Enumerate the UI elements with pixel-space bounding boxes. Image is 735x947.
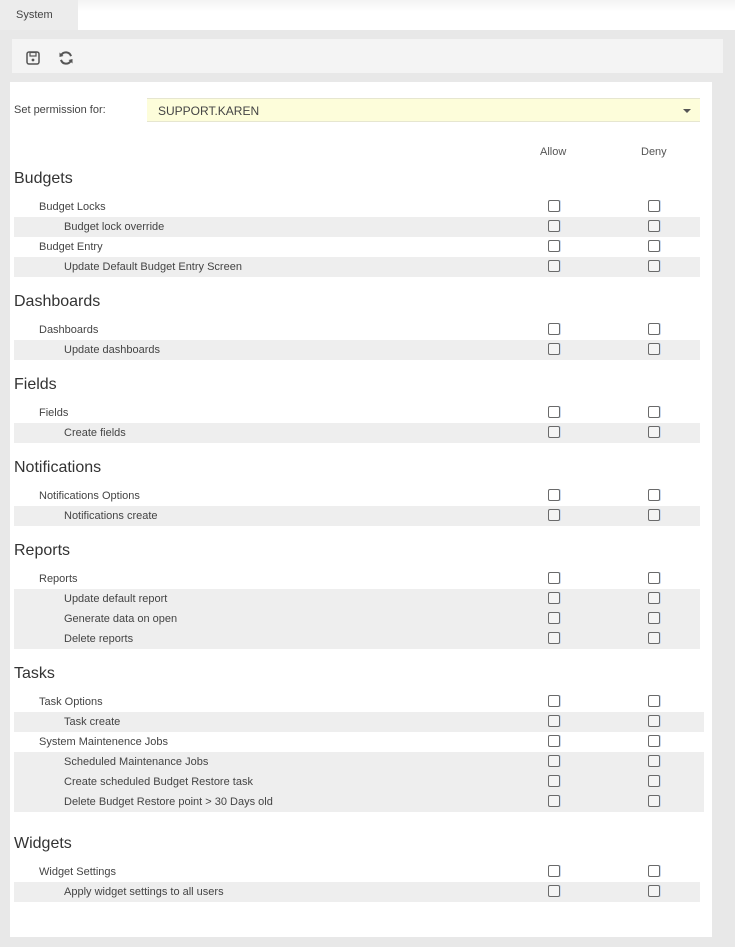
allow-checkbox[interactable] <box>548 343 560 355</box>
deny-checkbox[interactable] <box>648 406 660 418</box>
permission-row <box>14 506 700 526</box>
permission-label: Budget Locks <box>39 201 106 213</box>
deny-checkbox[interactable] <box>648 612 660 624</box>
permission-row <box>14 862 700 882</box>
allow-checkbox[interactable] <box>548 715 560 727</box>
deny-checkbox[interactable] <box>648 509 660 521</box>
permission-row <box>14 712 704 732</box>
section-title: Budgets <box>14 170 73 187</box>
permission-row <box>14 629 700 649</box>
deny-checkbox[interactable] <box>648 489 660 501</box>
save-icon <box>26 51 40 65</box>
tab-bar <box>0 0 735 30</box>
deny-checkbox[interactable] <box>648 755 660 767</box>
deny-checkbox[interactable] <box>648 632 660 644</box>
permission-row <box>14 340 700 360</box>
permission-row <box>14 792 704 812</box>
permission-label: Budget Entry <box>39 241 103 253</box>
deny-checkbox[interactable] <box>648 715 660 727</box>
selected-user: SUPPORT.KAREN <box>158 104 260 118</box>
permission-row <box>14 197 700 217</box>
permission-label: Dashboards <box>39 324 99 336</box>
permission-label: Delete reports <box>64 633 134 645</box>
permission-label: Update dashboards <box>64 344 161 356</box>
section-title: Reports <box>14 542 71 559</box>
permission-row <box>14 609 700 629</box>
allow-checkbox[interactable] <box>548 592 560 604</box>
permission-row <box>14 423 700 443</box>
tab-system[interactable] <box>0 0 78 30</box>
chevron-down-icon <box>683 109 691 113</box>
permission-label: Delete Budget Restore point > 30 Days old <box>64 796 273 808</box>
deny-checkbox[interactable] <box>648 200 660 212</box>
permission-label: Update default report <box>64 593 168 605</box>
permission-row <box>14 403 700 423</box>
deny-checkbox[interactable] <box>648 426 660 438</box>
permission-row <box>14 772 704 792</box>
allow-checkbox[interactable] <box>548 632 560 644</box>
allow-checkbox[interactable] <box>548 260 560 272</box>
permission-label: Notifications create <box>64 510 158 522</box>
section-title: Widgets <box>14 835 72 852</box>
allow-checkbox[interactable] <box>548 755 560 767</box>
permission-row <box>14 320 700 340</box>
permission-label: Budget lock override <box>64 221 165 233</box>
deny-checkbox[interactable] <box>648 695 660 707</box>
allow-checkbox[interactable] <box>548 323 560 335</box>
allow-checkbox[interactable] <box>548 775 560 787</box>
allow-column-header: Allow <box>540 146 567 158</box>
allow-checkbox[interactable] <box>548 426 560 438</box>
permission-label: Fields <box>39 407 69 419</box>
allow-checkbox[interactable] <box>548 612 560 624</box>
deny-checkbox[interactable] <box>648 260 660 272</box>
permission-row <box>14 732 704 752</box>
toolbar <box>12 39 723 73</box>
deny-checkbox[interactable] <box>648 220 660 232</box>
deny-checkbox[interactable] <box>648 572 660 584</box>
permission-label: Task create <box>64 716 121 728</box>
permission-label: Generate data on open <box>64 613 178 625</box>
allow-checkbox[interactable] <box>548 200 560 212</box>
deny-checkbox[interactable] <box>648 240 660 252</box>
permission-label: Notifications Options <box>39 490 140 502</box>
allow-checkbox[interactable] <box>548 572 560 584</box>
permission-row <box>14 237 700 257</box>
allow-checkbox[interactable] <box>548 489 560 501</box>
deny-checkbox[interactable] <box>648 795 660 807</box>
permission-row <box>14 217 700 237</box>
permission-row <box>14 752 704 772</box>
permission-row <box>14 486 700 506</box>
deny-checkbox[interactable] <box>648 865 660 877</box>
system-panel <box>0 30 735 947</box>
allow-checkbox[interactable] <box>548 406 560 418</box>
allow-checkbox[interactable] <box>548 735 560 747</box>
deny-checkbox[interactable] <box>648 592 660 604</box>
permission-label: Update Default Budget Entry Screen <box>64 261 242 273</box>
refresh-button[interactable] <box>58 50 74 66</box>
deny-column-header: Deny <box>641 146 667 158</box>
permission-label: Scheduled Maintenance Jobs <box>64 756 209 768</box>
permission-label: System Maintenence Jobs <box>39 736 169 748</box>
section-title: Dashboards <box>14 293 101 310</box>
permission-label: Apply widget settings to all users <box>64 886 224 898</box>
deny-checkbox[interactable] <box>648 885 660 897</box>
allow-checkbox[interactable] <box>548 795 560 807</box>
deny-checkbox[interactable] <box>648 775 660 787</box>
permission-label: Widget Settings <box>39 866 117 878</box>
permission-label: Task Options <box>39 696 103 708</box>
permission-row <box>14 692 704 712</box>
save-button[interactable] <box>25 50 41 66</box>
section-title: Fields <box>14 376 57 393</box>
allow-checkbox[interactable] <box>548 865 560 877</box>
refresh-icon <box>58 50 74 66</box>
permission-label: Create fields <box>64 427 126 439</box>
permission-row <box>14 569 700 589</box>
permissions-content <box>10 82 712 937</box>
set-permission-label: Set permission for: <box>14 104 106 116</box>
allow-checkbox[interactable] <box>548 695 560 707</box>
deny-checkbox[interactable] <box>648 323 660 335</box>
permission-label: Create scheduled Budget Restore task <box>64 776 253 788</box>
allow-checkbox[interactable] <box>548 885 560 897</box>
allow-checkbox[interactable] <box>548 220 560 232</box>
section-title: Tasks <box>14 665 55 682</box>
allow-checkbox[interactable] <box>548 240 560 252</box>
permission-row <box>14 257 700 277</box>
deny-checkbox[interactable] <box>648 735 660 747</box>
deny-checkbox[interactable] <box>648 343 660 355</box>
section-title: Notifications <box>14 459 102 476</box>
permission-row <box>14 882 700 902</box>
allow-checkbox[interactable] <box>548 509 560 521</box>
user-select[interactable] <box>147 98 700 122</box>
tab-label: System <box>16 9 53 21</box>
permission-row <box>14 589 700 609</box>
permission-label: Reports <box>39 573 78 585</box>
